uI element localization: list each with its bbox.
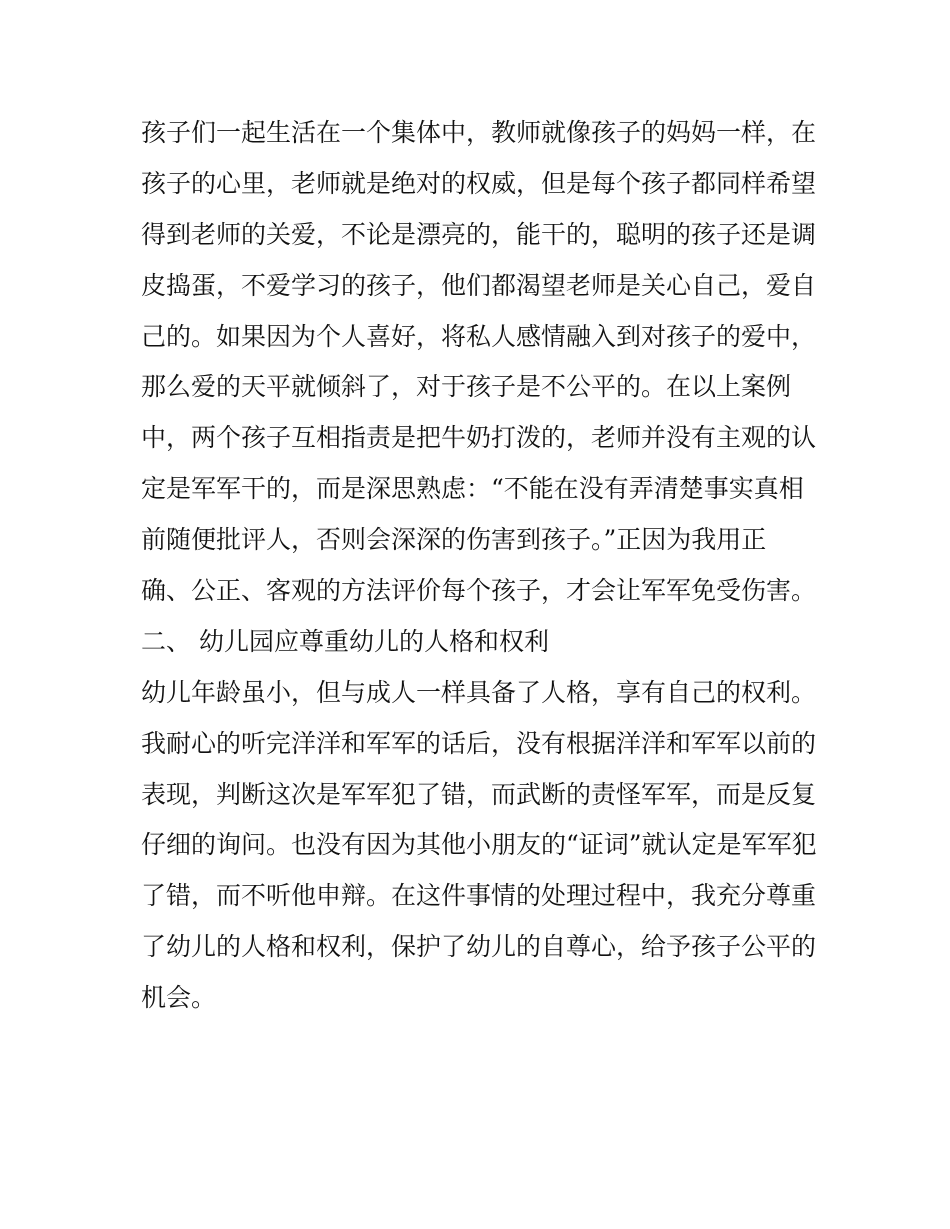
text-line: 前随便批评人，否则会深深的伤害到孩子。”正因为我用正 xyxy=(141,525,767,555)
text-line: 幼儿年龄虽小，但与成人一样具备了人格，享有自己的权利。 xyxy=(141,677,817,707)
text-line: 了错，而不听他申辩。在这件事情的处理过程中，我充分尊重 xyxy=(141,881,817,911)
text-line: 我耐心的听完洋洋和军军的话后，没有根据洋洋和军军以前的 xyxy=(141,728,817,758)
text-line: 皮捣蛋，不爱学习的孩子，他们都渴望老师是关心自己，爱自 xyxy=(141,270,817,300)
text-line: 己的。如果因为个人喜好，将私人感情融入到对孩子的爱中， xyxy=(141,321,817,351)
text-line: 孩子们一起生活在一个集体中，教师就像孩子的妈妈一样，在 xyxy=(141,118,817,147)
text-line: 中，两个孩子互相指责是把牛奶打泼的，老师并没有主观的认 xyxy=(141,423,817,453)
text-line: 机会。 xyxy=(141,983,217,1013)
section-heading: 二、 幼儿园应尊重幼儿的人格和权利 xyxy=(141,626,549,656)
text-line: 了幼儿的人格和权利，保护了幼儿的自尊心，给予孩子公平的 xyxy=(141,932,817,962)
text-line: 仔细的询问。也没有因为其他小朋友的“证词”就认定是军军犯 xyxy=(141,830,817,860)
text-line: 得到老师的关爱，不论是漂亮的，能干的，聪明的孩子还是调 xyxy=(141,219,817,249)
text-line: 那么爱的天平就倾斜了，对于孩子是不公平的。在以上案例 xyxy=(141,372,792,402)
text-line: 定是军军干的，而是深思熟虑：“不能在没有弄清楚事实真相 xyxy=(141,474,804,504)
body-text xyxy=(141,108,821,1024)
text-line: 孩子的心里，老师就是绝对的权威，但是每个孩子都同样希望 xyxy=(141,168,817,198)
text-line: 确、公正、客观的方法评价每个孩子，才会让军军免受伤害。 xyxy=(141,576,817,606)
text-line: 表现，判断这次是军军犯了错，而武断的责怪军军，而是反复 xyxy=(141,779,817,809)
